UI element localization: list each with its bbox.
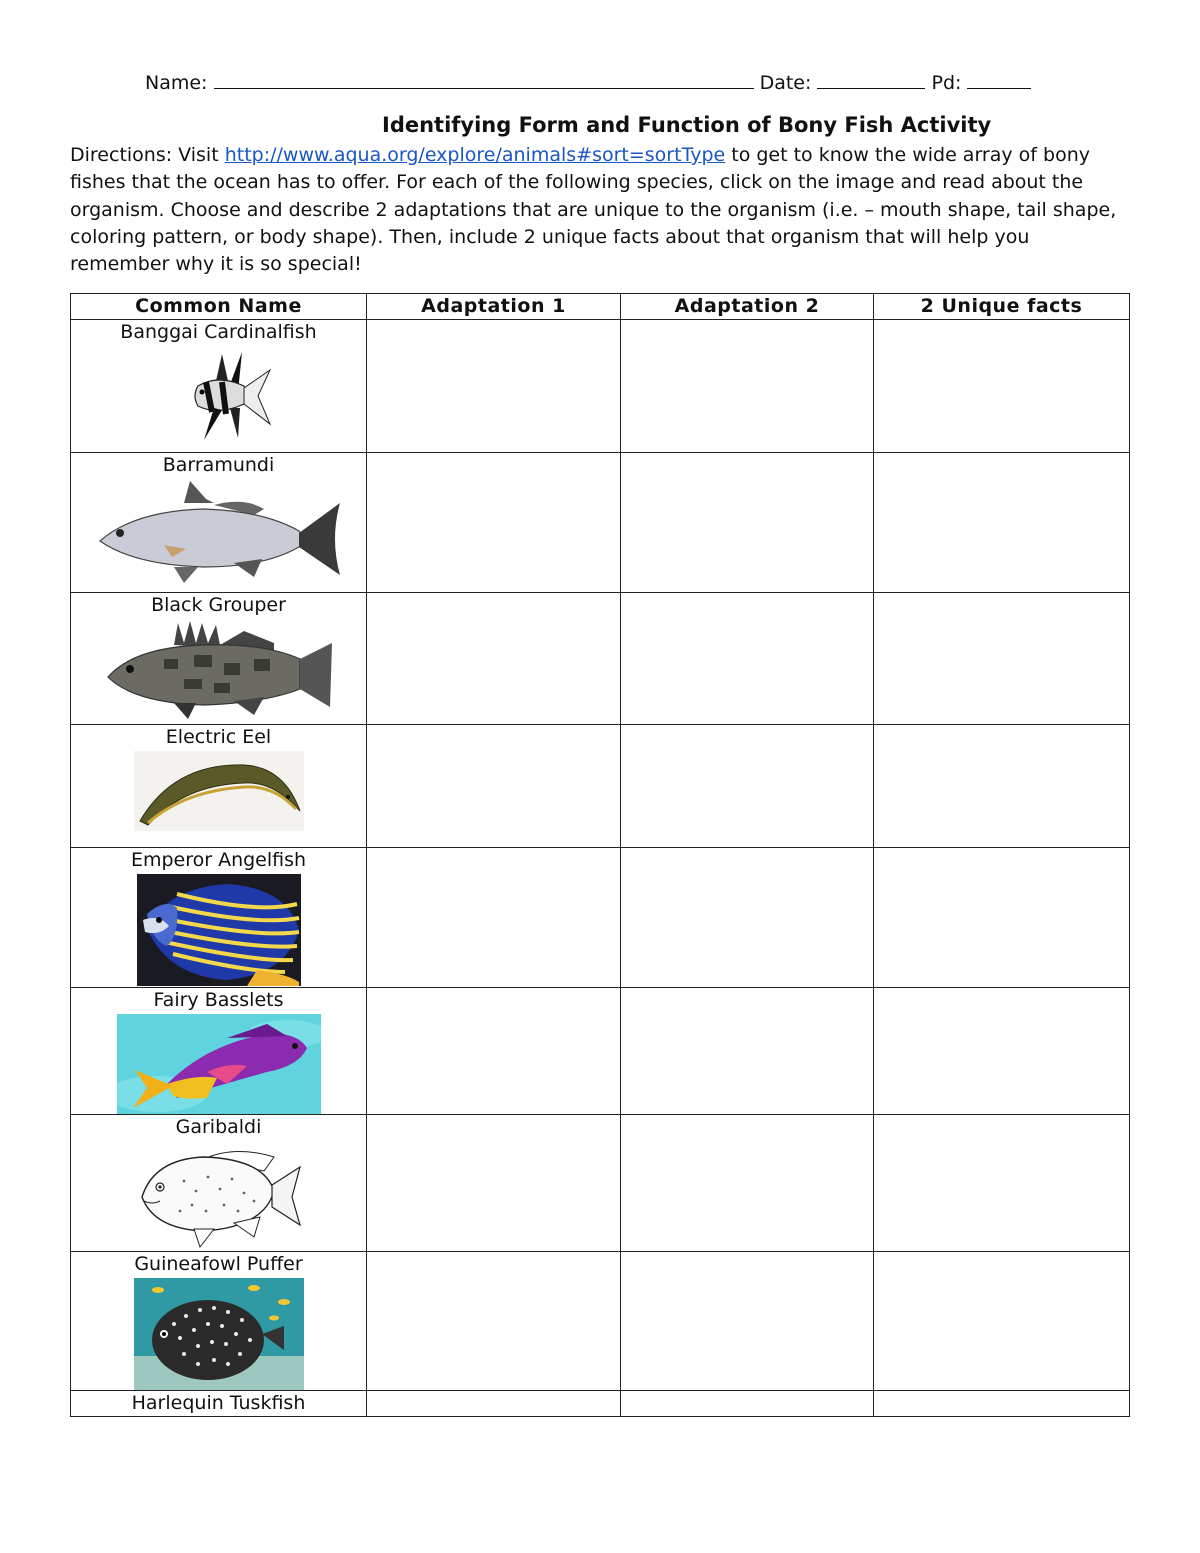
fish-name: Guineafowl Puffer	[134, 1253, 303, 1275]
fish-name: Garibaldi	[175, 1116, 262, 1138]
unique-facts-cell[interactable]	[874, 848, 1130, 988]
unique-facts-cell[interactable]	[874, 725, 1130, 848]
unique-facts-cell[interactable]	[874, 453, 1130, 593]
emperor-angelfish-image[interactable]	[137, 874, 301, 986]
adaptation-2-cell[interactable]	[621, 725, 874, 848]
fish-name: Emperor Angelfish	[130, 849, 307, 871]
table-row	[71, 725, 1130, 848]
common-name-cell	[71, 453, 367, 593]
common-name-cell	[71, 725, 367, 848]
unique-facts-cell[interactable]	[874, 320, 1130, 453]
common-name-cell	[71, 988, 367, 1115]
unique-facts-cell[interactable]	[874, 593, 1130, 725]
date-label: Date:	[759, 72, 812, 94]
common-name-cell	[71, 1115, 367, 1252]
directions-paragraph	[70, 142, 1130, 278]
student-info-line	[145, 70, 1031, 94]
common-name-cell	[71, 593, 367, 725]
adaptation-2-cell[interactable]	[621, 1252, 874, 1391]
table-row	[71, 1391, 1130, 1417]
adaptation-2-cell[interactable]	[621, 593, 874, 725]
table-header-row	[71, 294, 1130, 320]
unique-facts-cell[interactable]	[874, 1115, 1130, 1252]
table-row	[71, 1252, 1130, 1391]
black-grouper-image[interactable]	[104, 619, 334, 719]
period-field[interactable]	[967, 70, 1031, 89]
common-name-cell	[71, 1391, 367, 1417]
name-field[interactable]	[214, 70, 754, 89]
common-name-cell	[71, 848, 367, 988]
electric-eel-image[interactable]	[134, 751, 304, 831]
date-field[interactable]	[817, 70, 925, 89]
unique-facts-cell[interactable]	[874, 1252, 1130, 1391]
table-row	[71, 593, 1130, 725]
barramundi-image[interactable]	[94, 479, 344, 587]
fish-name: Black Grouper	[151, 594, 286, 616]
adaptation-1-cell[interactable]	[367, 593, 621, 725]
adaptation-1-cell[interactable]	[367, 988, 621, 1115]
adaptation-1-cell[interactable]	[367, 320, 621, 453]
table-row	[71, 988, 1130, 1115]
adaptation-1-cell[interactable]	[367, 848, 621, 988]
adaptation-1-cell[interactable]	[367, 453, 621, 593]
adaptation-1-cell[interactable]	[367, 1391, 621, 1417]
fish-name: Barramundi	[162, 454, 275, 476]
fish-name: Electric Eel	[165, 726, 272, 748]
adaptation-1-cell[interactable]	[367, 1115, 621, 1252]
period-label: Pd:	[931, 72, 962, 94]
header-unique-facts: 2 Unique facts	[874, 294, 1130, 320]
fish-name: Harlequin Tuskfish	[131, 1392, 306, 1414]
directions-body: to get to know the wide array of bony fishes that the ocean has to offer. For each of the following species, click on the image and read about the organism. Choose and describe 2 adaptations that are unique to the organism (i.e. – mouth shape, tail shape, coloring pattern, or body shape). Then, include 2 unique facts about that organism that will help you remember why it is so special!	[70, 144, 1117, 276]
adaptation-1-cell[interactable]	[367, 725, 621, 848]
guineafowl-puffer-image[interactable]	[134, 1278, 304, 1390]
table-row	[71, 848, 1130, 988]
fairy-basslet-image[interactable]	[117, 1014, 321, 1114]
fish-worksheet-table	[70, 293, 1130, 1417]
aqua-link[interactable]: http://www.aqua.org/explore/animals#sort=sortType	[224, 144, 726, 166]
table-row	[71, 453, 1130, 593]
table-row	[71, 320, 1130, 453]
garibaldi-image[interactable]	[134, 1141, 304, 1249]
adaptation-2-cell[interactable]	[621, 453, 874, 593]
adaptation-2-cell[interactable]	[621, 988, 874, 1115]
unique-facts-cell[interactable]	[874, 988, 1130, 1115]
fish-name: Banggai Cardinalfish	[120, 321, 317, 343]
header-common-name: Common Name	[71, 294, 367, 320]
page-title: Identifying Form and Function of Bony Fish Activity	[382, 113, 992, 137]
common-name-cell	[71, 1252, 367, 1391]
header-adaptation-2: Adaptation 2	[621, 294, 874, 320]
adaptation-1-cell[interactable]	[367, 1252, 621, 1391]
name-label: Name:	[145, 72, 208, 94]
banggai-cardinalfish-image[interactable]	[164, 346, 274, 446]
adaptation-2-cell[interactable]	[621, 1115, 874, 1252]
adaptation-2-cell[interactable]	[621, 1391, 874, 1417]
directions-prefix: Directions: Visit	[70, 144, 225, 166]
table-row	[71, 1115, 1130, 1252]
unique-facts-cell[interactable]	[874, 1391, 1130, 1417]
fish-name: Fairy Basslets	[153, 989, 284, 1011]
common-name-cell	[71, 320, 367, 453]
adaptation-2-cell[interactable]	[621, 320, 874, 453]
adaptation-2-cell[interactable]	[621, 848, 874, 988]
header-adaptation-1: Adaptation 1	[367, 294, 621, 320]
